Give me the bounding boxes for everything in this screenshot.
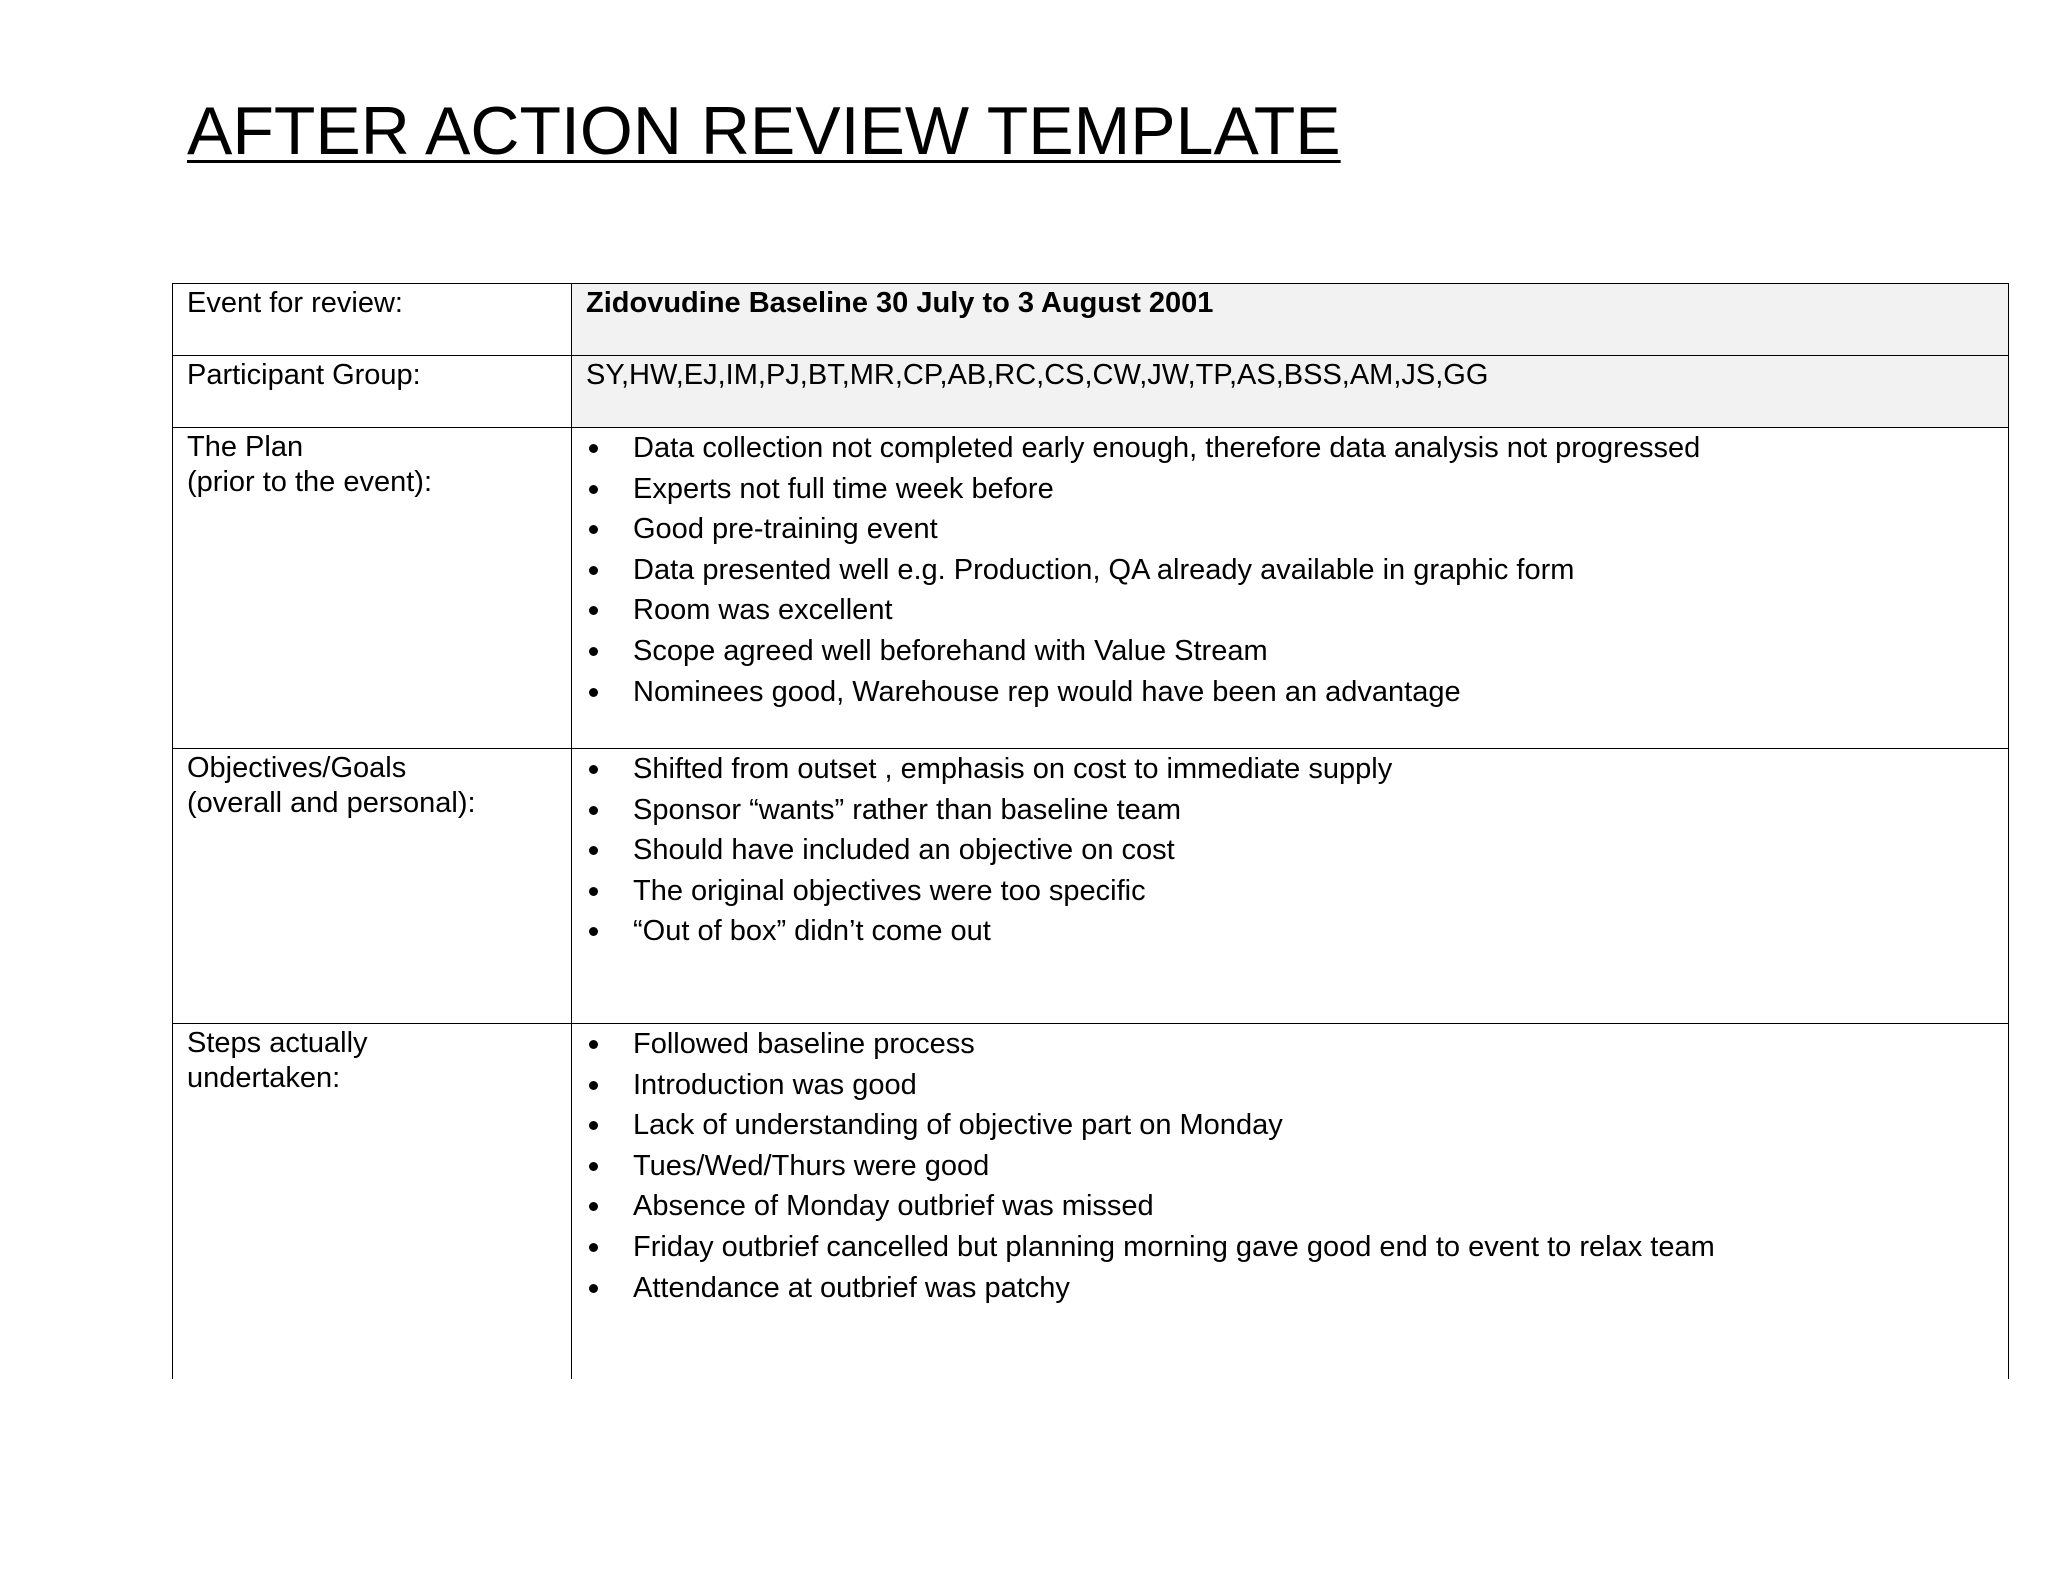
- value-cell-event: [572, 284, 2009, 356]
- list-item: [586, 1024, 1994, 1065]
- label-cell-objectives: [173, 749, 572, 1024]
- bullet-icon: [589, 1162, 598, 1171]
- value-cell-plan: [572, 428, 2009, 749]
- list-item-text: Sponsor “wants” rather than baseline team: [633, 793, 1182, 826]
- plan-label-line1: The Plan: [187, 431, 304, 463]
- list-item-text: Room was excellent: [633, 594, 893, 627]
- list-item: [586, 631, 1994, 672]
- value-cell-objectives: [572, 749, 2009, 1024]
- list-item-text: Tues/Wed/Thurs were good: [633, 1149, 990, 1182]
- page-title: AFTER ACTION REVIEW TEMPLATE: [187, 93, 1341, 169]
- list-item-text: Should have included an objective on cost: [633, 834, 1175, 867]
- label-cell-plan: [173, 428, 572, 749]
- participants-label: Participant Group:: [187, 359, 421, 391]
- review-table: [172, 283, 2009, 1379]
- bullet-icon: [589, 1202, 598, 1211]
- bullet-icon: [589, 1040, 598, 1049]
- list-item: [586, 1268, 1994, 1309]
- list-item-text: The original objectives were too specific: [633, 874, 1146, 907]
- list-item: [586, 911, 1994, 952]
- list-item: [586, 550, 1994, 591]
- list-item-text: Nominees good, Warehouse rep would have been an advantage: [633, 675, 1461, 708]
- list-item: [586, 509, 1994, 550]
- table-row-event: [173, 284, 2009, 356]
- steps-list: [586, 1024, 1994, 1308]
- bullet-icon: [589, 1243, 598, 1252]
- list-item: [586, 1105, 1994, 1146]
- objectives-list: [586, 749, 1994, 952]
- bullet-icon: [589, 887, 598, 896]
- list-item: [586, 672, 1994, 713]
- list-item-text: Data presented well e.g. Production, QA already available in graphic form: [633, 553, 1575, 586]
- bullet-icon: [589, 525, 598, 534]
- objectives-label-line1: Objectives/Goals: [187, 752, 407, 784]
- list-item: [586, 428, 1994, 469]
- event-value: Zidovudine Baseline 30 July to 3 August 2001: [586, 287, 1214, 319]
- bullet-icon: [589, 444, 598, 453]
- list-item: [586, 749, 1994, 790]
- list-item-text: Data collection not completed early enough, therefore data analysis not progressed: [633, 432, 1701, 464]
- label-cell-event: [173, 284, 572, 356]
- bullet-icon: [589, 606, 598, 615]
- table-row-objectives: [173, 749, 2009, 1024]
- value-cell-participants: [572, 356, 2009, 428]
- bullet-icon: [589, 806, 598, 815]
- bullet-icon: [589, 566, 598, 575]
- list-item-text: Attendance at outbrief was patchy: [633, 1271, 1070, 1304]
- list-item-text: Good pre-training event: [633, 513, 938, 546]
- bullet-icon: [589, 485, 598, 494]
- list-item-text: Introduction was good: [633, 1068, 917, 1101]
- participants-value: SY,HW,EJ,IM,PJ,BT,MR,CP,AB,RC,CS,CW,JW,TP,AS,BSS,AM,JS,GG: [586, 359, 1489, 391]
- list-item-text: Absence of Monday outbrief was missed: [633, 1190, 1154, 1223]
- label-cell-participants: [173, 356, 572, 428]
- list-item: [586, 1065, 1994, 1106]
- bullet-icon: [589, 1121, 598, 1130]
- plan-label-line2: (prior to the event):: [187, 466, 432, 498]
- list-item-text: Scope agreed well beforehand with Value Stream: [633, 634, 1268, 667]
- list-item: [586, 1146, 1994, 1187]
- list-item-text: Friday outbrief cancelled but planning morning gave good end to event to relax team: [633, 1230, 1715, 1263]
- bullet-icon: [589, 1284, 598, 1293]
- list-item: [586, 790, 1994, 831]
- list-item: [586, 1227, 1994, 1268]
- bullet-icon: [589, 688, 598, 697]
- list-item-text: Lack of understanding of objective part on Monday: [633, 1109, 1283, 1142]
- steps-label-line2: undertaken:: [187, 1062, 341, 1094]
- bullet-icon: [589, 846, 598, 855]
- value-cell-steps: [572, 1024, 2009, 1380]
- list-item: [586, 830, 1994, 871]
- list-item-text: Shifted from outset , emphasis on cost to immediate supply: [633, 753, 1393, 785]
- table-row-steps: [173, 1024, 2009, 1380]
- list-item: [586, 590, 1994, 631]
- list-item-text: Followed baseline process: [633, 1028, 975, 1060]
- bullet-icon: [589, 765, 598, 774]
- plan-list: [586, 428, 1994, 712]
- table-row-plan: [173, 428, 2009, 749]
- event-label: Event for review:: [187, 287, 403, 319]
- bullet-icon: [589, 1081, 598, 1090]
- list-item: [586, 1186, 1994, 1227]
- bullet-icon: [589, 647, 598, 656]
- list-item: [586, 871, 1994, 912]
- list-item: [586, 469, 1994, 510]
- label-cell-steps: [173, 1024, 572, 1380]
- table-row-participants: [173, 356, 2009, 428]
- bullet-icon: [589, 927, 598, 936]
- list-item-text: Experts not full time week before: [633, 472, 1054, 505]
- list-item-text: “Out of box” didn’t come out: [633, 915, 991, 948]
- steps-label-line1: Steps actually: [187, 1027, 368, 1059]
- objectives-label-line2: (overall and personal):: [187, 787, 476, 819]
